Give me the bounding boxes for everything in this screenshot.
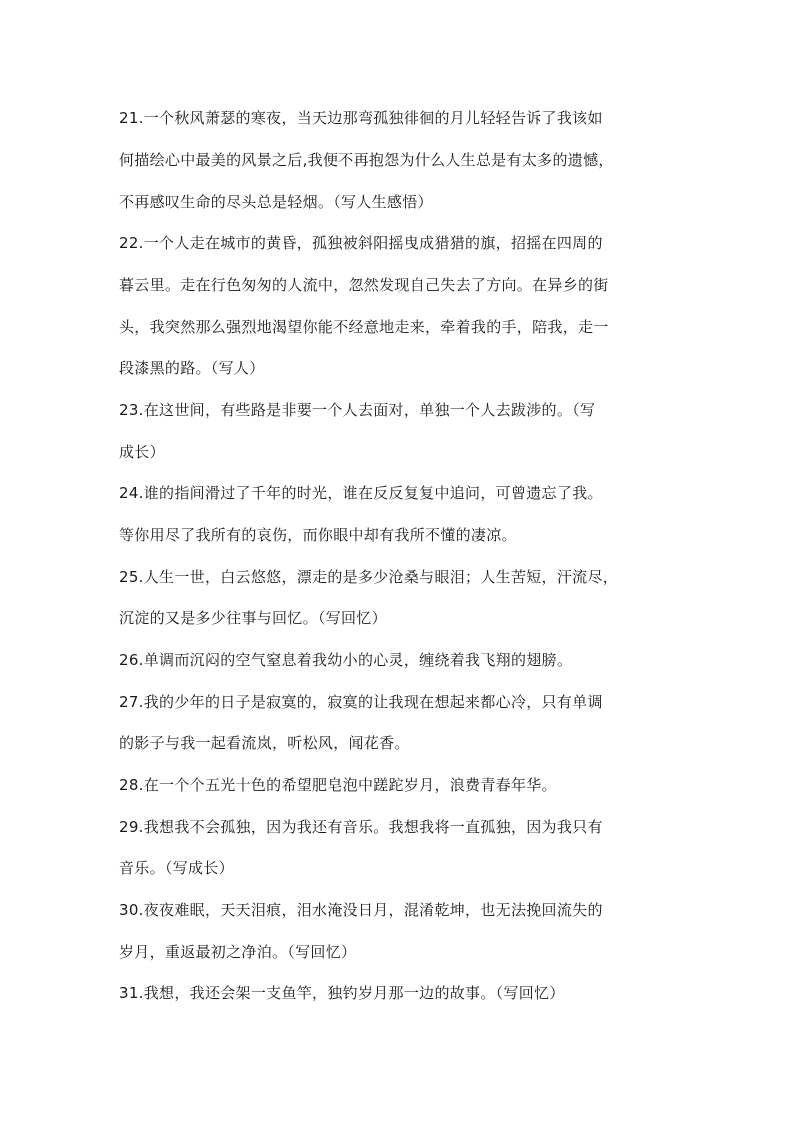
text-line: 成长） xyxy=(119,443,165,461)
text-line: 31.我想，我还会架一支鱼竿，独钓岁月那一边的故事。（写回忆） xyxy=(119,984,565,1002)
text-line: 暮云里。走在行色匆匆的人流中，忽然发现自己失去了方向。在异乡的街 xyxy=(119,276,609,294)
text-line: 27.我的少年的日子是寂寞的，寂寞的让我现在想起来都心冷，只有单调 xyxy=(119,693,603,711)
text-line: 24.谁的指间滑过了千年的时光，谁在反反复复中追问，可曾遗忘了我。 xyxy=(119,484,603,502)
text-line: 不再感叹生命的尽头总是轻烟。（写人生感悟） xyxy=(119,193,433,211)
text-line: 岁月，重返最初之净泊。（写回忆） xyxy=(119,943,357,961)
text-line: 26.单调而沉闷的空气窒息着我幼小的心灵，缠绕着我飞翔的翅膀。 xyxy=(119,651,573,669)
text-line: 沉淀的又是多少往事与回忆。（写回忆） xyxy=(119,609,387,627)
text-line: 头，我突然那么强烈地渴望你能不经意地走来，牵着我的手，陪我，走一 xyxy=(119,318,609,336)
text-line: 21.一个秋风萧瑟的寒夜，当天边那弯孤独徘徊的月儿轻轻告诉了我该如 xyxy=(119,109,603,127)
text-line: 等你用尽了我所有的哀伤，而你眼中却有我所不懂的凄凉。 xyxy=(119,526,517,544)
text-line: 段漆黑的路。（写人） xyxy=(119,359,265,377)
text-line: 28.在一个个五光十色的希望肥皂泡中蹉跎岁月，浪费青春年华。 xyxy=(119,776,557,794)
text-line: 23.在这世间，有些路是非要一个人去面对，单独一个人去跋涉的。（写 xyxy=(119,401,596,419)
text-line: 22.一个人走在城市的黄昏，孤独被斜阳摇曳成猎猎的旗，招摇在四周的 xyxy=(119,234,603,252)
text-line: 30.夜夜难眠，天天泪痕，泪水淹没日月，混淆乾坤，也无法挽回流失的 xyxy=(119,901,603,919)
text-line: 的影子与我一起看流岚，听松风，闻花香。 xyxy=(119,734,410,752)
text-line: 29.我想我不会孤独，因为我还有音乐。我想我将一直孤独，因为我只有 xyxy=(119,818,603,836)
text-line: 何描绘心中最美的风景之后,我便不再抱怨为什么人生总是有太多的遗憾， xyxy=(119,151,614,169)
text-line: 25.人生一世，白云悠悠，漂走的是多少沧桑与眼泪；人生苦短，汗流尽， xyxy=(119,568,619,586)
text-line: 音乐。（写成长） xyxy=(119,859,234,877)
